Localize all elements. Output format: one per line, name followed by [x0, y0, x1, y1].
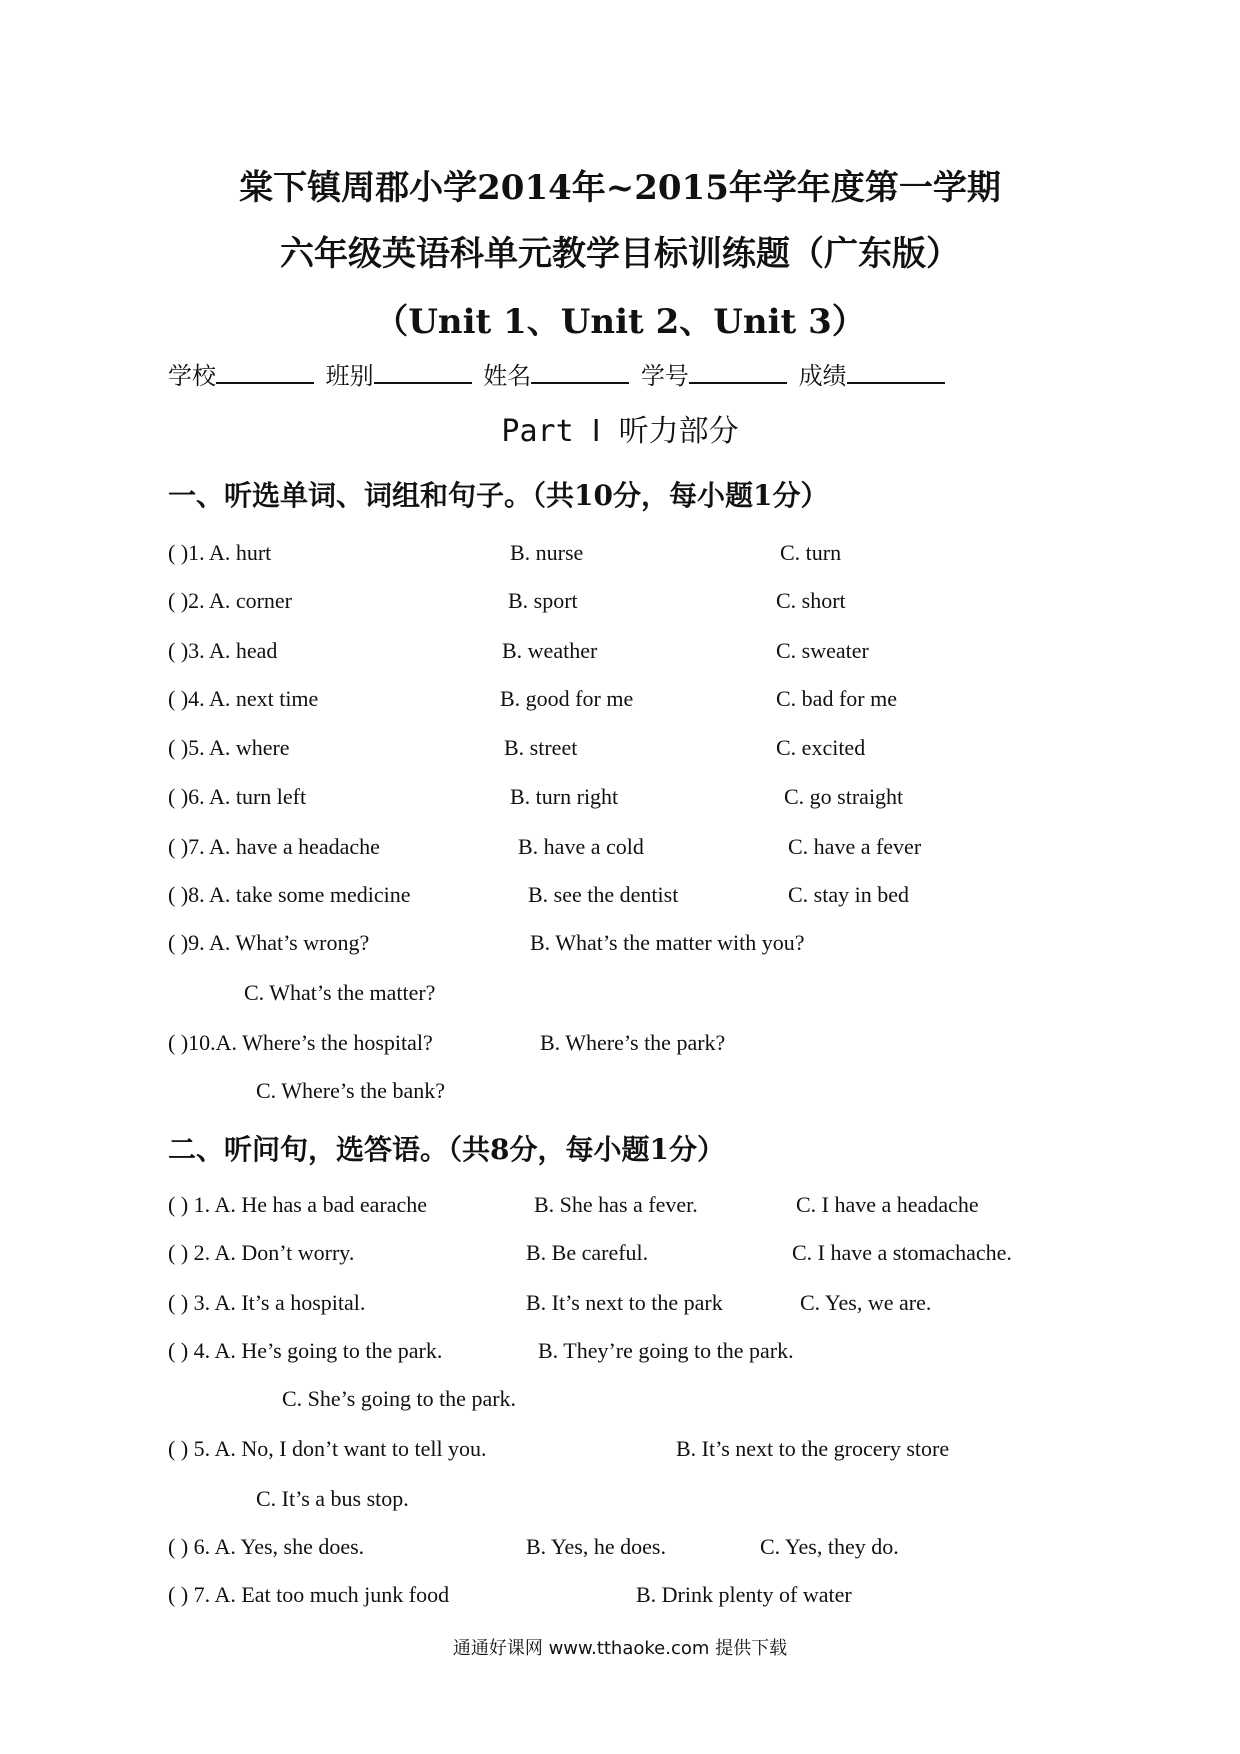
s1-q1-a: ( )1. A. hurt — [168, 540, 272, 565]
title-line-2: 六年级英语科单元教学目标训练题（广东版） — [280, 234, 960, 274]
s1-q4-a: ( )4. A. next time — [168, 686, 319, 711]
s2-q7-a: ( ) 7. A. Eat too much junk food — [168, 1582, 450, 1607]
s2-q1-a: ( ) 1. A. He has a bad earache — [168, 1192, 427, 1217]
s1-q3-c: C. sweater — [776, 638, 869, 663]
s2-q3-c: C. Yes, we are. — [800, 1290, 932, 1315]
s1-q7-b: B. have a cold — [518, 834, 644, 859]
s2-q2-b: B. Be careful. — [526, 1240, 649, 1265]
class-blank[interactable] — [374, 360, 472, 384]
s2-q2-a: ( ) 2. A. Don’t worry. — [168, 1240, 355, 1265]
s1-q1-b: B. nurse — [510, 540, 584, 565]
s2-q3-a: ( ) 3. A. It’s a hospital. — [168, 1290, 366, 1315]
s1-q6-a: ( )6. A. turn left — [168, 784, 307, 809]
s1-q4-b: B. good for me — [500, 686, 634, 711]
s1-q3-b: B. weather — [502, 638, 598, 663]
s1-q9-c: C. What’s the matter? — [244, 980, 436, 1005]
s2-q1-b: B. She has a fever. — [534, 1192, 698, 1217]
s2-q4-c: C. She’s going to the park. — [282, 1386, 517, 1411]
s1-q1-c: C. turn — [780, 540, 842, 565]
school-blank[interactable] — [216, 360, 314, 384]
s1-q9-a: ( )9. A. What’s wrong? — [168, 930, 370, 955]
s2-q4-b: B. They’re going to the park. — [538, 1338, 794, 1363]
student-info-line — [168, 356, 949, 391]
name-label: 姓名 — [483, 362, 532, 390]
s2-q2-c: C. I have a stomachache. — [792, 1240, 1012, 1265]
s2-q5-a: ( ) 5. A. No, I don’t want to tell you. — [168, 1436, 487, 1461]
class-label: 班别 — [325, 362, 374, 390]
s1-q10-a: ( )10.A. Where’s the hospital? — [168, 1030, 433, 1055]
s2-q5-c: C. It’s a bus stop. — [256, 1486, 409, 1511]
s1-q8-c: C. stay in bed — [788, 882, 909, 907]
s1-q5-c: C. excited — [776, 735, 866, 760]
number-label: 学号 — [640, 362, 689, 390]
s1-q6-b: B. turn right — [510, 784, 619, 809]
s2-q6-c: C. Yes, they do. — [760, 1534, 899, 1559]
s1-q10-c: C. Where’s the bank? — [256, 1078, 445, 1103]
s2-q5-b: B. It’s next to the grocery store — [676, 1436, 950, 1461]
section-1-heading: 一、听选单词、词组和句子。（共10分，每小题1分） — [168, 479, 829, 512]
score-label: 成绩 — [798, 362, 847, 390]
s2-q6-b: B. Yes, he does. — [526, 1534, 666, 1559]
s1-q10-b: B. Where’s the park? — [540, 1030, 726, 1055]
s1-q7-a: ( )7. A. have a headache — [168, 834, 380, 859]
s1-q5-b: B. street — [504, 735, 578, 760]
s1-q3-a: ( )3. A. head — [168, 638, 278, 663]
s1-q5-a: ( )5. A. where — [168, 735, 290, 760]
s1-q4-c: C. bad for me — [776, 686, 897, 711]
s1-q9-b: B. What’s the matter with you? — [530, 930, 805, 955]
s1-q7-c: C. have a fever — [788, 834, 922, 859]
part-title: Part Ⅰ 听力部分 — [501, 414, 739, 449]
s2-q6-a: ( ) 6. A. Yes, she does. — [168, 1534, 365, 1559]
footer-watermark: 通通好课网 www.tthaoke.com 提供下载 — [452, 1638, 788, 1659]
number-blank[interactable] — [689, 360, 787, 384]
title-line-3: （Unit 1、Unit 2、Unit 3） — [374, 302, 866, 342]
s1-q2-b: B. sport — [508, 588, 578, 613]
s1-q8-a: ( )8. A. take some medicine — [168, 882, 411, 907]
school-label: 学校 — [168, 362, 216, 390]
s2-q3-b: B. It’s next to the park — [526, 1290, 723, 1315]
title-line-1: 棠下镇周郡小学2014年~2015年学年度第一学期 — [239, 168, 1001, 208]
s1-q8-b: B. see the dentist — [528, 882, 679, 907]
score-blank[interactable] — [847, 360, 945, 384]
s2-q4-a: ( ) 4. A. He’s going to the park. — [168, 1338, 443, 1363]
s2-q1-c: C. I have a headache — [796, 1192, 979, 1217]
section-2-heading: 二、听问句，选答语。（共8分，每小题1分） — [168, 1133, 725, 1166]
s1-q2-a: ( )2. A. corner — [168, 588, 293, 613]
s2-q7-b: B. Drink plenty of water — [636, 1582, 852, 1607]
s1-q6-c: C. go straight — [784, 784, 904, 809]
s1-q2-c: C. short — [776, 588, 846, 613]
name-blank[interactable] — [531, 360, 629, 384]
